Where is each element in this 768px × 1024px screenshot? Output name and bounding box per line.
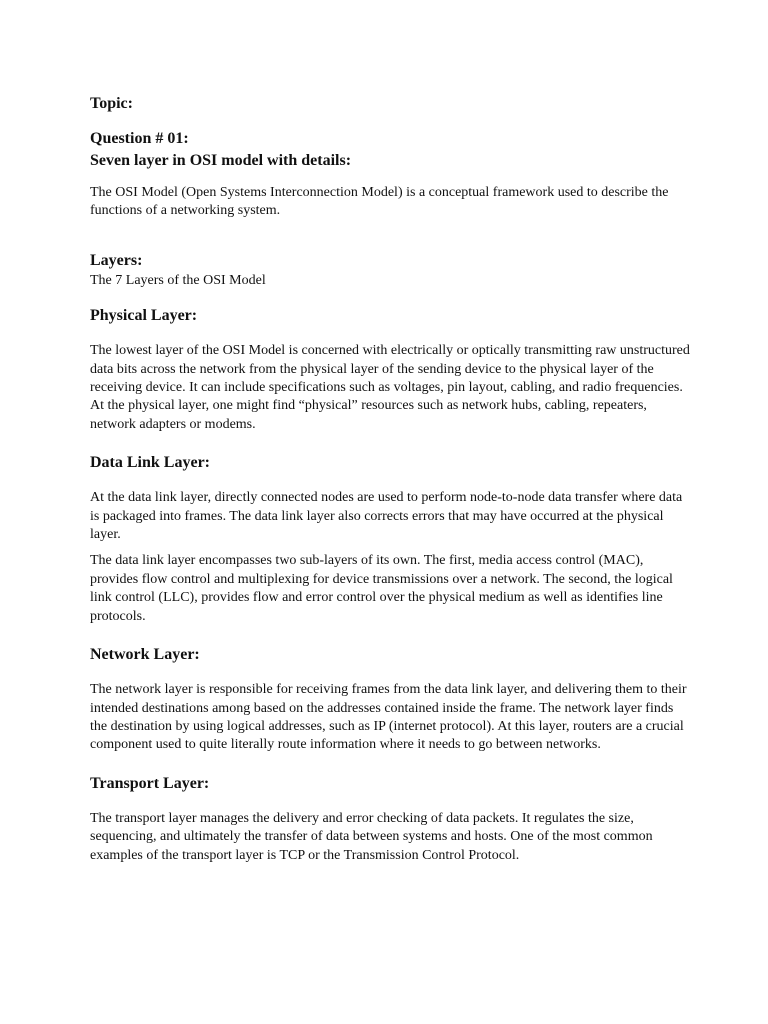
document-page [90,93,690,883]
topic-label: Topic: [90,95,133,112]
section-heading: Network Layer: [90,646,200,664]
layers-subtitle: The 7 Layers of the OSI Model [90,272,266,288]
section-paragraph: The transport layer manages the delivery and error checking of data packets. It regulates the size, sequencing, and ultimately the transfer of data between systems and hosts. One of the most common examples of the transport layer is TCP or the Transmission Control Protocol. [90,810,653,863]
section-paragraph: The lowest layer of the OSI Model is concerned with electrically or optically transmitting raw unstructured data bits across the network from the physical layer of the sending device to the physical layer of the receiving device. It can include specifications such as voltages, pin layout, cabling, and radio frequencies. At the physical layer, one might find “physical” resources such as network hubs, cabling, repeaters, network adapters or modems. [90,343,690,432]
section-heading: Physical Layer: [90,307,198,325]
section-paragraph: At the data link layer, directly connected nodes are used to perform node-to-node data transfer where data is packaged into frames. The data link layer also corrects errors that may have occurred at the physical layer. [90,490,683,543]
section-network-layer [90,644,690,755]
intro-paragraph: The OSI Model (Open Systems Interconnection Model) is a conceptual framework used to describe the functions of a networking system. [90,185,669,219]
section-paragraph: The network layer is responsible for receiving frames from the data link layer, and delivering them to their intended destinations among based on the addresses contained inside the frame. The network layer finds the destination by using logical addresses, such as IP (internet protocol). At this layer, routers are a crucial component used to quite literally route information where it needs to go between networks. [90,682,687,753]
section-data-link-layer [90,452,690,626]
question-label: Question # 01: [90,130,189,147]
section-transport-layer [90,773,690,865]
question-title: Seven layer in OSI model with details: [90,152,352,169]
section-paragraph: The data link layer encompasses two sub-layers of its own. The first, media access control (MAC), provides flow control and multiplexing for device transmissions over a network. The second, the logical link control (LLC), provides flow and error control over the physical medium as well as identifies line protocols. [90,553,673,624]
section-physical-layer [90,305,690,434]
layers-heading: Layers: [90,251,143,269]
section-heading: Data Link Layer: [90,454,210,472]
section-heading: Transport Layer: [90,774,210,792]
question-block [90,128,690,172]
